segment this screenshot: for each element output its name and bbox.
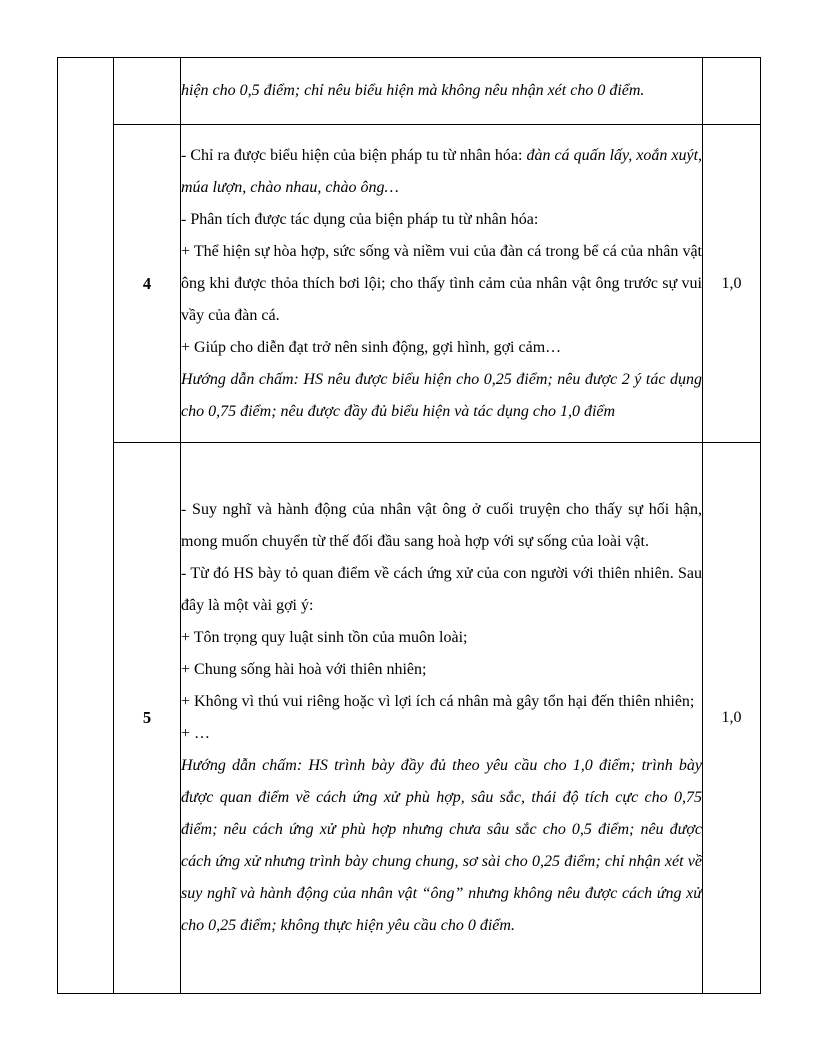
content-paragraph	[181, 494, 702, 558]
table-row	[58, 125, 761, 443]
content-paragraph	[181, 718, 702, 750]
regular-text: - Chỉ ra được biểu hiện của biện pháp tu từ nhân hóa:	[181, 146, 527, 164]
content-paragraph	[181, 204, 702, 236]
question-number-cell: 4	[114, 125, 181, 443]
content-paragraph	[181, 364, 702, 428]
content-paragraph	[181, 140, 702, 204]
regular-text: + Giúp cho diễn đạt trở nên sinh động, gợi hình, gợi cảm…	[181, 338, 562, 356]
margin-cell	[58, 58, 114, 994]
content-paragraph	[181, 75, 702, 107]
content-paragraph	[181, 654, 702, 686]
content-paragraph	[181, 622, 702, 654]
rubric-table	[57, 57, 761, 994]
italic-text: hiện cho 0,5 điểm; chỉ nêu biểu hiện mà không nêu nhận xét cho 0 điểm.	[181, 82, 645, 99]
score-cell: 1,0	[703, 125, 761, 443]
content-paragraph	[181, 236, 702, 332]
regular-text: + Thể hiện sự hòa hợp, sức sống và niềm vui của đàn cá trong bể cá của nhân vật ông khi được thỏa thích bơi lội; cho thấy tình cảm của nhân vật ông trước sự vui vầy của đàn cá.	[181, 242, 702, 324]
content-paragraph	[181, 558, 702, 622]
regular-text: - Suy nghĩ và hành động của nhân vật ông ở cuối truyện cho thấy sự hối hận, mong muốn chuyển từ thế đối đầu sang hoà hợp với sự sống của loài vật.	[181, 501, 702, 550]
regular-text: + Tôn trọng quy luật sinh tồn của muôn loài;	[181, 629, 468, 646]
question-number-cell: 5	[114, 443, 181, 994]
table-row	[58, 443, 761, 994]
content-cell	[181, 58, 703, 125]
content-paragraph	[181, 750, 702, 942]
italic-text: Hướng dẫn chấm: HS nêu được biểu hiện cho 0,25 điểm; nêu được 2 ý tác dụng cho 0,75 điểm; nêu được đầy đủ biểu hiện và tác dụng cho 1,0 điểm	[181, 370, 702, 420]
rubric-body	[58, 58, 761, 994]
content-cell	[181, 125, 703, 443]
content-cell	[181, 443, 703, 994]
regular-text: - Từ đó HS bày tỏ quan điểm về cách ứng xử của con người với thiên nhiên. Sau đây là một vài gợi ý:	[181, 565, 702, 614]
content-paragraph	[181, 332, 702, 364]
italic-text: đàn cá quấn lấy, xoắn xuýt, múa lượn, chào nhau, chào ông…	[181, 146, 703, 196]
score-cell	[703, 58, 761, 125]
regular-text: + …	[181, 725, 211, 742]
score-cell: 1,0	[703, 443, 761, 994]
regular-text: - Phân tích được tác dụng của biện pháp tu từ nhân hóa:	[181, 210, 539, 228]
table-row	[58, 58, 761, 125]
regular-text: + Chung sống hài hoà với thiên nhiên;	[181, 661, 427, 678]
italic-text: Hướng dẫn chấm: HS trình bày đầy đủ theo yêu cầu cho 1,0 điểm; trình bày được quan điểm về cách ứng xử phù hợp, sâu sắc, thái độ tích cực cho 0,75 điểm; nêu cách ứng xử phù hợp nhưng chưa sâu sắc cho 0,5 điểm; nêu được cách ứng xử nhưng trình bày chung chung, sơ sài cho 0,25 điểm; chỉ nhận xét về suy nghĩ và hành động của nhân vật “ông” nhưng không nêu được cách ứng xử cho 0,25 điểm; không thực hiện yêu cầu cho 0 điểm.	[181, 757, 702, 934]
question-number-cell	[114, 58, 181, 125]
content-paragraph	[181, 686, 702, 718]
regular-text: + Không vì thú vui riêng hoặc vì lợi ích cá nhân mà gây tổn hại đến thiên nhiên;	[181, 693, 695, 710]
